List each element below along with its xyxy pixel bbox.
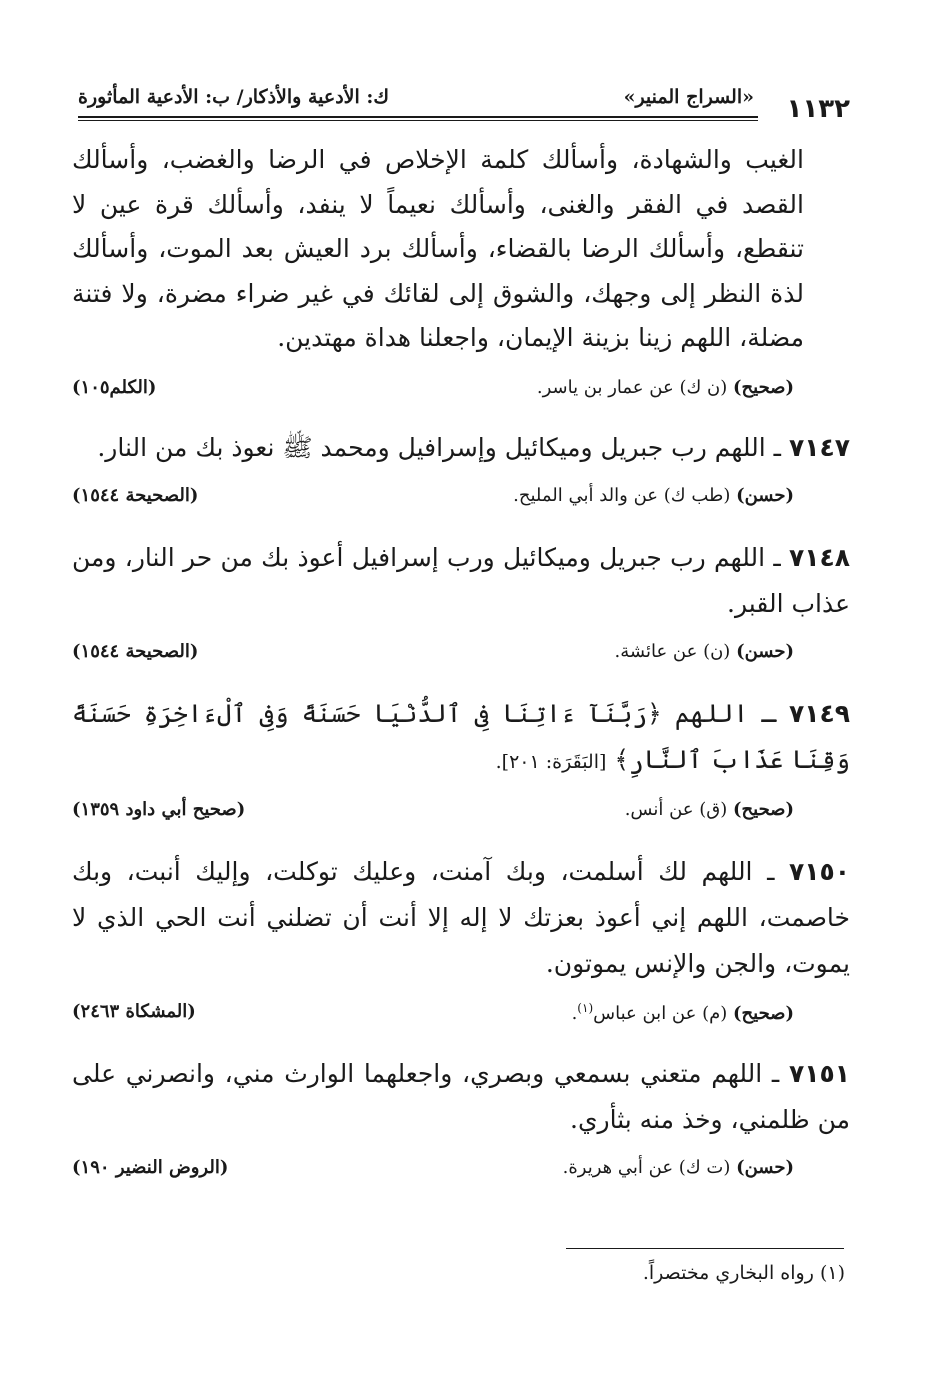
hadith-text: اللهم متعني بسمعي وبصري، واجعلهما الوارث مني، وانصرني على من ظلمني، وخذ منه بثأري. <box>72 1058 850 1134</box>
narrator-source: (ن) عن عائشة. <box>614 640 731 662</box>
header-rule <box>78 116 758 118</box>
cross-reference: (صحيح أبي داود ١٣٥٩) <box>72 798 246 820</box>
footnote-text: رواه البخاري مختصراً. <box>642 1262 814 1284</box>
cross-reference: (الصحيحة ١٥٤٤) <box>72 640 199 662</box>
source-citation <box>625 799 794 820</box>
source-citation <box>615 641 794 662</box>
quran-reference: [البَقَرَة: ٢٠١]. <box>495 750 607 773</box>
page-number: ١١٣٢ <box>786 94 850 124</box>
grade: (صحيح) <box>733 798 794 820</box>
running-header <box>78 82 850 124</box>
hadith-number: ٧١٤٨ <box>788 542 850 572</box>
hadith-entry: ٧١٥٠ ـ اللهم لك أسلمت، وبك آمنت، وعليك توكلت، وإليك أنبت، وبك خاصمت، اللهم إني أعوذ بعزتك لا إله إلا أنت أن تضلني أنت الحي الذي لا يموت، والجن والإنس يموتون. <box>72 856 851 978</box>
hadith-entry: ٧١٥١ ـ اللهم متعني بسمعي وبصري، واجعلهما الوارث مني، وانصرني على من ظلمني، وخذ منه بثأري. <box>72 1058 850 1134</box>
main-text <box>72 138 850 1185</box>
grade: (صحيح) <box>733 376 794 398</box>
hadith-source-line <box>72 1155 850 1185</box>
footnote <box>643 1262 845 1284</box>
book-title: «السراج المنير» <box>623 86 754 108</box>
hadith-number: ٧١٥٠ <box>788 856 851 886</box>
hadith-entry: ٧١٤٩ ـ اللهم ﴿رَبَّنَآ ءَاتِنَا فِى ٱلدُّنْيَا حَسَنَةً وَفِى ٱلْءَاخِرَةِ حَسَنَةً وَقِنَا عَذَابَ ٱلنَّارِ﴾ [البَقَرَة: ٢٠١]. <box>72 698 851 774</box>
hadith-text: اللهم لك أسلمت، وبك آمنت، وعليك توكلت، وإليك أنبت، وبك خاصمت، اللهم إني أعوذ بعزتك لا إله إلا أنت أن تضلني أنت الحي الذي لا يموت، والجن والإنس يموتون. <box>72 856 850 978</box>
quran-verse: ﴿رَبَّنَآ ءَاتِنَا فِى ٱلدُّنْيَا حَسَنَةً وَفِى ٱلْءَاخِرَةِ حَسَنَةً وَقِنَا عَذَابَ ٱلنَّارِ﴾ <box>72 698 850 774</box>
source-citation <box>513 485 794 506</box>
hadith-entry: ٧١٤٨ ـ اللهم رب جبريل وميكائيل ورب إسرافيل أعوذ بك من حر النار، ومن عذاب القبر. <box>72 542 850 618</box>
hadith-entry: ٧١٤٧ ـ اللهم رب جبريل وميكائيل وإسرافيل ومحمد ﷺ نعوذ بك من النار. <box>97 432 850 462</box>
narrator-source: (ت ك) عن أبي هريرة. <box>562 1156 731 1178</box>
narrator-source: (ن ك) عن عمار بن ياسر. <box>536 376 728 398</box>
hadith-source-line <box>72 483 850 513</box>
hadith-text: اللهم رب جبريل وميكائيل وإسرافيل ومحمد ﷺ نعوذ بك من النار. <box>97 432 766 462</box>
narrator-source: (م) عن ابن عباس <box>593 1002 728 1024</box>
hadith-text: اللهم <box>674 698 749 728</box>
hadith-number: ٧١٥١ <box>788 1058 850 1088</box>
source-citation <box>572 1001 794 1024</box>
source-citation <box>563 1157 794 1178</box>
grade: (حسن) <box>736 1156 794 1178</box>
source-period: . <box>571 1002 578 1024</box>
cross-reference: (الروض النضير ١٩٠) <box>72 1156 229 1178</box>
grade: (صحيح) <box>733 1002 794 1024</box>
cross-reference: (الكلم١٠٥) <box>72 376 157 398</box>
hadith-number: ٧١٤٩ <box>788 698 851 728</box>
hadith-text: اللهم رب جبريل وميكائيل ورب إسرافيل أعوذ بك من حر النار، ومن عذاب القبر. <box>72 542 850 618</box>
cross-reference: (المشكاة ٢٤٦٣) <box>72 1000 196 1022</box>
cross-reference: (الصحيحة ١٥٤٤) <box>72 484 199 506</box>
hadith-number: ٧١٤٧ <box>788 432 850 462</box>
grade: (حسن) <box>736 640 794 662</box>
hadith-source-line <box>72 999 850 1029</box>
footnote-separator <box>566 1248 844 1249</box>
narrator-source: (طب ك) عن والد أبي المليح. <box>513 484 731 506</box>
continued-hadith-text: الغيب والشهادة، وأسألك كلمة الإخلاص في الرضا والغضب، وأسألك القصد في الفقر والغنى، وأسألك نعيماً لا ينفد، وأسألك قرة عين لا تنقطع، وأسألك الرضا بالقضاء، وأسألك برد العيش بعد الموت، وأسألك لذة النظر إلى وجهك، والشوق إلى لقائك في غير ضراء مضرة، ولا فتنة مضلة، اللهم زينا بزينة الإيمان، واجعلنا هداة مهتدين. <box>72 145 804 352</box>
hadith-source-line <box>72 797 850 827</box>
header-rule-thin <box>78 120 758 121</box>
footnote-mark[interactable]: (١) <box>577 1000 594 1015</box>
source-citation <box>537 377 794 398</box>
hadith-source-line <box>72 375 850 405</box>
chapter-path: ك: الأدعية والأذكار/ ب: الأدعية المأثورة <box>78 86 390 108</box>
footnote-number: (١) <box>819 1262 845 1284</box>
hadith-source-line <box>72 639 850 669</box>
narrator-source: (ق) عن أنس. <box>624 798 728 820</box>
grade: (حسن) <box>736 484 794 506</box>
